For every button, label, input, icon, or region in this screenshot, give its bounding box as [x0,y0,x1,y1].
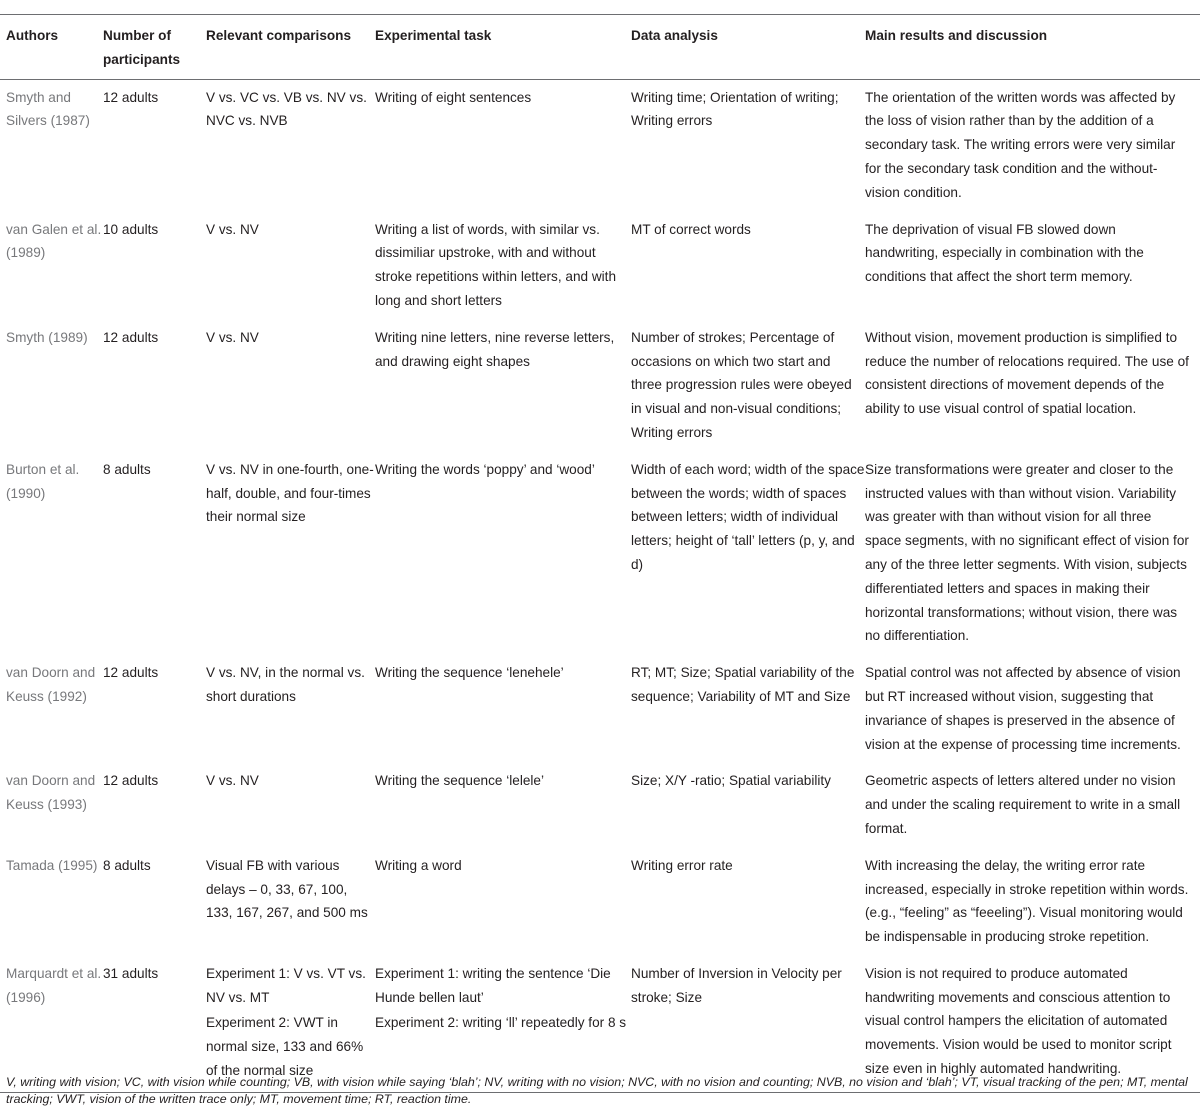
header-authors: Authors [6,28,59,43]
header-task: Experimental task [375,28,492,43]
cell-comparisons-part: V vs. NV in one-fourth, one-half, double, and four-times their normal size [206,461,374,525]
cell-results: With increasing the delay, the writing error rate increased, especially in stroke repetition within words. (e.g., “feeling” as “feeeling”). Visual monitoring would be indispensable in producing stroke repetition. [865,857,1189,945]
cell-results: Geometric aspects of letters altered under no vision and under the scaling requirement to write in a small format. [865,773,1181,836]
cell-task-part: Experiment 1: writing the sentence ‘Die Hunde bellen laut’ [375,965,611,1005]
header-row [0,15,1200,80]
cell-task-part: Writing the words ‘poppy’ and ‘wood’ [375,461,595,477]
cell-task [375,212,631,320]
cell-task-part: Experiment 2: writing ‘ll’ repeatedly for 8 s [375,1015,627,1031]
cell-analysis: Number of Inversion in Velocity per stroke; Size [631,965,842,1005]
cell-results: Spatial control was not affected by absence of vision but RT increased without vision, suggesting that invariance of shapes is preserved in the absence of vision at the expense of processing time increments. [865,665,1181,752]
cell-participants: 12 adults [103,89,159,105]
table-body [0,79,1200,1092]
cell-task-part: Writing a word [375,857,462,873]
cell-authors: Smyth and Silvers (1987) [6,89,90,129]
cell-comparisons [206,655,375,763]
header-comparisons: Relevant comparisons [206,28,352,43]
cell-participants: 12 adults [103,329,159,345]
cell-comparisons-part: V vs. VC vs. VB vs. NV vs. NVC vs. NVB [206,89,367,129]
cell-comparisons [206,320,375,452]
cell-authors: Smyth (1989) [6,329,88,345]
cell-task [375,320,631,452]
cell-results: The deprivation of visual FB slowed down handwriting, especially in combination with the conditions that affect the short term memory. [865,221,1144,285]
cell-analysis: Writing time; Orientation of writing; Writing errors [631,89,839,129]
cell-results: The orientation of the written words was affected by the loss of vision rather than by the addition of a secondary task. The writing errors were very similar for the secondary task condition and the without-vision condition. [865,89,1176,200]
cell-comparisons-part: Experiment 1: V vs. VT vs. NV vs. MT [206,965,366,1005]
cell-comparisons-part: V vs. NV [206,221,259,237]
cell-comparisons [206,79,375,211]
cell-task-part: Writing of eight sentences [375,89,532,105]
cell-analysis: Width of each word; width of the space between the words; width of spaces between letters; width of individual letters; height of ‘tall’ letters (p, y, and d) [631,461,865,572]
cell-task-part: Writing the sequence ‘lenehele’ [375,665,564,681]
cell-task [375,79,631,211]
table-row [0,79,1200,211]
cell-participants: 10 adults [103,221,159,237]
cell-comparisons-part: V vs. NV, in the normal vs. short durations [206,665,365,704]
cell-participants: 8 adults [103,857,151,873]
cell-participants: 31 adults [103,965,159,981]
cell-comparisons-part: V vs. NV [206,773,259,789]
cell-authors: van Doorn and Keuss (1992) [6,665,96,704]
header-results: Main results and discussion [865,28,1048,43]
cell-results: Size transformations were greater and closer to the instructed values with than without vision. Variability was greater with than without vision for all three space segments, with no significant effect of vision for any of the three letter segments. With vision, subjects differentiated letters and spaces in making their horizontal transformations; without vision, there was no differentiation. [865,461,1189,644]
cell-task [375,956,631,1092]
header-participants: Number of participants [103,28,181,67]
results-table-container [0,14,1200,1093]
cell-task [375,848,631,956]
cell-comparisons-part: Visual FB with various delays – 0, 33, 67, 100, 133, 167, 267, and 500 ms [206,857,368,921]
cell-comparisons [206,763,375,847]
cell-task-part: Writing a list of words, with similar vs. dissimiliar upstroke, with and without stroke repetitions within letters, and with long and short letters [375,221,617,308]
cell-participants: 8 adults [103,461,151,477]
table-row [0,956,1200,1092]
cell-comparisons [206,956,375,1092]
cell-participants: 12 adults [103,665,159,681]
cell-results: Without vision, movement production is simplified to reduce the number of relocations required. The use of consistent directions of movement depends of the ability to use visual control of spatial location. [865,329,1189,417]
cell-authors: Burton et al. (1990) [6,461,80,501]
cell-results: Vision is not required to produce automated handwriting movements and conscious attention to visual control hampers the elicitation of automated movements. Vision would be used to monitor script size even in highly automated handwriting. [865,965,1172,1077]
cell-analysis: Writing error rate [631,857,733,873]
table-row [0,655,1200,763]
cell-comparisons [206,848,375,956]
cell-task-part: Writing the sequence ‘lelele’ [375,773,545,789]
header-analysis: Data analysis [631,28,718,43]
cell-analysis: RT; MT; Size; Spatial variability of the sequence; Variability of MT and Size [631,665,855,704]
table-row [0,452,1200,655]
cell-task [375,655,631,763]
cell-comparisons [206,212,375,320]
cell-task [375,763,631,847]
cell-task [375,452,631,655]
cell-authors: Marquardt et al. (1996) [6,965,102,1005]
cell-comparisons-part: V vs. NV [206,329,259,345]
table-row [0,848,1200,956]
studies-table [0,14,1200,1093]
cell-participants: 12 adults [103,773,159,789]
table-row [0,212,1200,320]
cell-authors: van Doorn and Keuss (1993) [6,773,96,813]
cell-authors: van Galen et al. (1989) [6,221,102,261]
cell-analysis: Number of strokes; Percentage of occasions on which two start and three progression rules were obeyed in visual and non-visual conditions; Writing errors [631,329,852,440]
cell-authors: Tamada (1995) [6,857,98,873]
table-footnote: V, writing with vision; VC, with vision while counting; VB, with vision while saying ‘blah’; NV, writing with no vision; NVC, with no vision and counting; NVB, no vision and ‘blah’; VT, visual tracking of the pen; MT, mental tracking; VWT, vision of the written trace only; MT, movement time; RT, reaction time. [6,1075,1188,1106]
cell-comparisons [206,452,375,655]
cell-comparisons-part: Experiment 2: VWT in normal size, 133 and 66% of the normal size [206,1015,364,1079]
cell-task-part: Writing nine letters, nine reverse letters, and drawing eight shapes [375,329,615,369]
table-row [0,320,1200,452]
table-row [0,763,1200,847]
cell-analysis: MT of correct words [631,221,751,237]
cell-analysis: Size; X/Y -ratio; Spatial variability [631,773,831,789]
